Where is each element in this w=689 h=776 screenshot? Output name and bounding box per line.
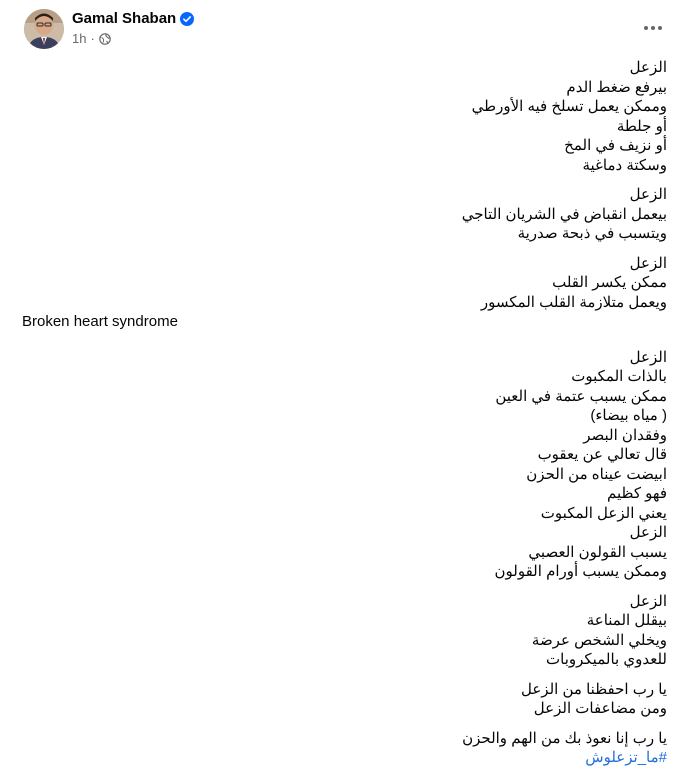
paragraph [22, 254, 667, 313]
text-line: وممكن يعمل تسلخ فيه الأورطي [471, 98, 667, 115]
text-line: الزعل [629, 59, 667, 76]
post-header [24, 9, 669, 51]
text-line: يسبب القولون العصبي [528, 543, 667, 561]
post-meta [72, 31, 111, 46]
text-line: يا رب إنا نعوذ بك من الهم والحزن [462, 729, 667, 747]
paragraph [22, 348, 667, 582]
text-line: بيقلل المناعة [586, 612, 667, 629]
text-line: يا رب احفظنا من الزعل [521, 680, 667, 698]
text-line: ممكن يسبب عتمة في العين [495, 387, 667, 405]
text-line: وسكتة دماغية [582, 156, 667, 174]
text-line: للعدوي بالميكروبات [546, 651, 667, 668]
text-line: ( مياه بيضاء) [590, 407, 667, 424]
text-line: فهو كظيم [607, 485, 667, 502]
paragraph [22, 592, 667, 670]
author-name[interactable]: Gamal Shaban [72, 10, 177, 27]
more-options-button[interactable] [635, 10, 671, 46]
text-line: أو جلطة [616, 117, 667, 135]
text-line: يعني الزعل المكبوت [540, 504, 667, 522]
text-line: ويعمل متلازمة القلب المكسور [480, 293, 667, 311]
avatar[interactable] [24, 9, 64, 49]
text-line: ممكن يكسر القلب [552, 274, 667, 291]
text-line: الزعل [629, 186, 667, 203]
text-line: ومن مضاعفات الزعل [533, 700, 667, 717]
text-line: قال تعالي عن يعقوب [537, 446, 667, 463]
paragraph [22, 185, 667, 244]
text-line: ويخلي الشخص عرضة [531, 631, 667, 649]
meta-separator: · [90, 31, 95, 46]
paragraph [22, 680, 667, 719]
text-line: بالذات المكبوت [571, 368, 667, 385]
post-timestamp[interactable]: 1h [72, 31, 87, 46]
text-line: الزعل [629, 348, 667, 366]
text-line: ويتسبب في ذبحة صدرية [517, 225, 667, 242]
text-line: ابيضت عيناه من الحزن [526, 465, 667, 483]
text-line: وفقدان البصر [583, 426, 667, 444]
text-line: بيعمل انقباض في الشريان التاجي [461, 205, 667, 223]
verified-badge-icon [180, 12, 194, 26]
text-line: أو نزيف في المخ [564, 137, 667, 154]
author-row [72, 10, 194, 27]
text-line: الزعل [629, 524, 667, 541]
paragraph [22, 58, 667, 175]
avatar-image [24, 9, 64, 49]
paragraph [22, 729, 667, 749]
paragraph [22, 312, 667, 332]
text-line: الزعل [629, 254, 667, 272]
text-line: بيرفع ضغط الدم [566, 78, 667, 96]
globe-icon[interactable] [99, 33, 111, 45]
text-line: وممكن يسبب أورام القولون [494, 563, 667, 580]
post-body [22, 58, 667, 768]
more-horizontal-icon [643, 25, 663, 31]
english-text-line: Broken heart syndrome [22, 313, 178, 330]
text-line: الزعل [629, 592, 667, 610]
hashtag-link[interactable]: #ما_تزعلوش [585, 749, 667, 766]
